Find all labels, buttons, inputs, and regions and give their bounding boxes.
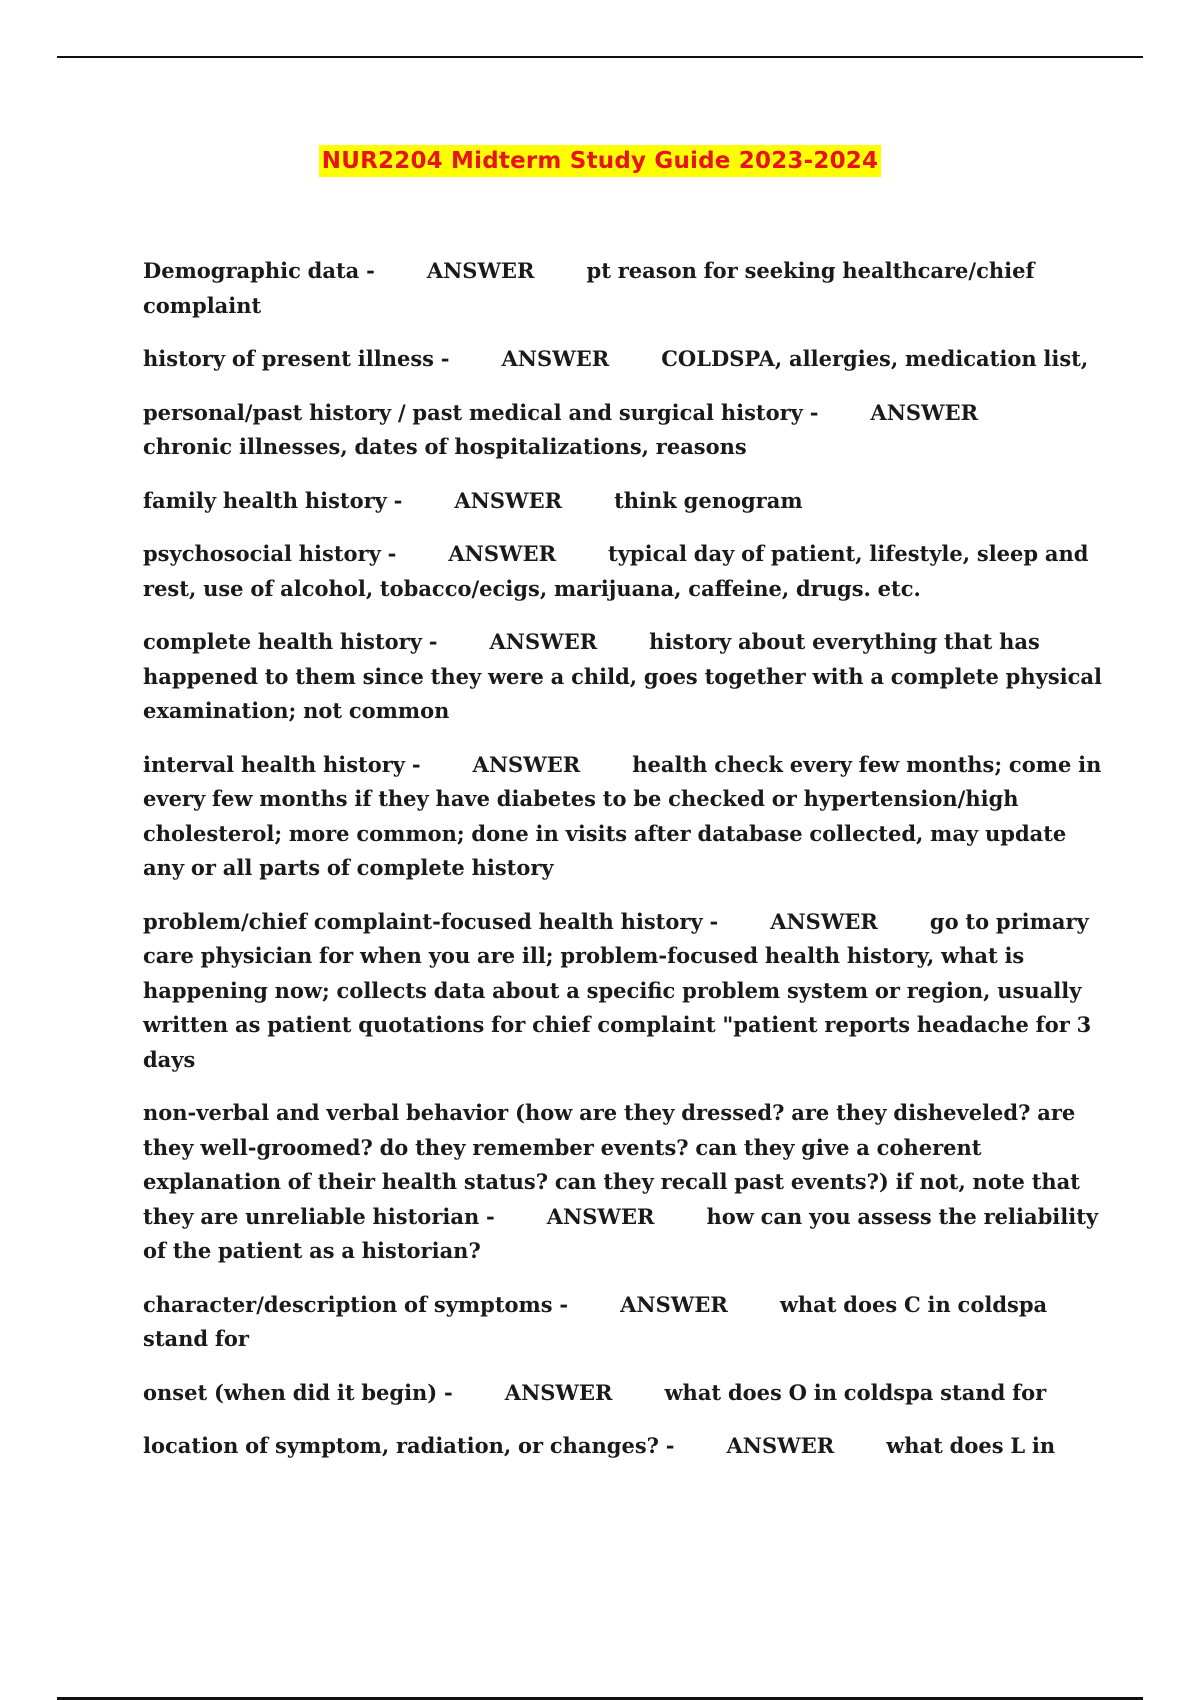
entry-definition: how can you assess the reliability of the patient as a historian? [143, 1203, 1099, 1263]
entry-answer-label: ANSWER [489, 629, 598, 654]
entry-answer-label: ANSWER [546, 1203, 655, 1229]
entry-answer-label: ANSWER [504, 1379, 613, 1405]
flashcard-entry [143, 905, 1103, 1078]
flashcard-entry [143, 537, 1103, 606]
entry-definition: typical day of patient, lifestyle, sleep and rest, use of alcohol, tobacco/ecigs, marijuana, caffeine, drugs. etc. [143, 541, 1089, 601]
entry-term: onset (when did it begin) - [143, 1379, 453, 1405]
entry-term: interval health history - [143, 751, 421, 777]
flashcard-entry [143, 342, 1103, 377]
flashcard-entry [143, 254, 1103, 323]
top-rule [57, 56, 1143, 58]
entry-term: psychosocial history - [143, 541, 397, 566]
entry-answer-label: ANSWER [454, 487, 563, 513]
entry-term: problem/chief complaint-focused health history - [143, 908, 719, 934]
flashcard-entry [143, 1288, 1103, 1357]
entry-term: non-verbal and verbal behavior (how are they dressed? are they disheveled? are they well-groomed? do they remember events? can they give a coherent explanation of their health status? can they recall past events?) if not, note that they are unreliable historian - [143, 1100, 1080, 1229]
entry-definition: go to primary care physician for when you are ill; problem-focused health history, what is happening now; collects data about a specific problem system or region, usually written as patient quotations for chief complaint "patient reports headache for 3 days [143, 908, 1092, 1072]
flashcard-entry [143, 1096, 1103, 1269]
entry-answer-label: ANSWER [870, 399, 979, 425]
entry-definition: what does C in coldspa stand for [143, 1291, 1048, 1351]
entry-definition: history about everything that has happened to them since they were a child, goes together with a complete physical examination; not common [143, 629, 1103, 723]
entry-answer-label: ANSWER [620, 1291, 728, 1317]
entry-answer-label: ANSWER [472, 751, 581, 777]
entry-answer-label: ANSWER [770, 908, 878, 934]
flashcard-entry [143, 484, 1103, 519]
flashcard-entry [143, 748, 1103, 886]
entry-term: history of present illness - [143, 346, 450, 371]
flashcard-list [143, 254, 1103, 1483]
entry-definition: what does O in coldspa stand for [664, 1379, 1047, 1405]
entry-definition: pt reason for seeking healthcare/chief complaint [143, 258, 1035, 318]
entry-definition: COLDSPA, allergies, medication list, [661, 346, 1089, 371]
entry-definition: chronic illnesses, dates of hospitalizations, reasons [143, 434, 747, 459]
entry-term: Demographic data - [143, 258, 375, 283]
entry-definition: think genogram [614, 487, 803, 513]
entry-answer-label: ANSWER [501, 346, 610, 371]
entry-term: location of symptom, radiation, or changes? - [143, 1433, 675, 1458]
entry-term: family health history - [143, 487, 403, 513]
entry-definition: health check every few months; come in every few months if they have diabetes to be checked or hypertension/high cholesterol; more common; done in visits after database collected, may update any or all parts of complete history [143, 751, 1102, 880]
entry-answer-label: ANSWER [448, 541, 557, 566]
entry-term: complete health history - [143, 629, 438, 654]
flashcard-entry [143, 1429, 1103, 1464]
flashcard-entry [143, 625, 1103, 729]
entry-answer-label: ANSWER [426, 258, 535, 283]
entry-answer-label: ANSWER [726, 1433, 835, 1458]
flashcard-entry [143, 396, 1103, 465]
page-title: NUR2204 Midterm Study Guide 2023-2024 [319, 145, 881, 177]
flashcard-entry [143, 1376, 1103, 1411]
entry-term: character/description of symptoms - [143, 1291, 569, 1317]
title-container [0, 145, 1200, 177]
entry-definition: what does L in [886, 1433, 1056, 1458]
entry-term: personal/past history / past medical and surgical history - [143, 399, 819, 425]
